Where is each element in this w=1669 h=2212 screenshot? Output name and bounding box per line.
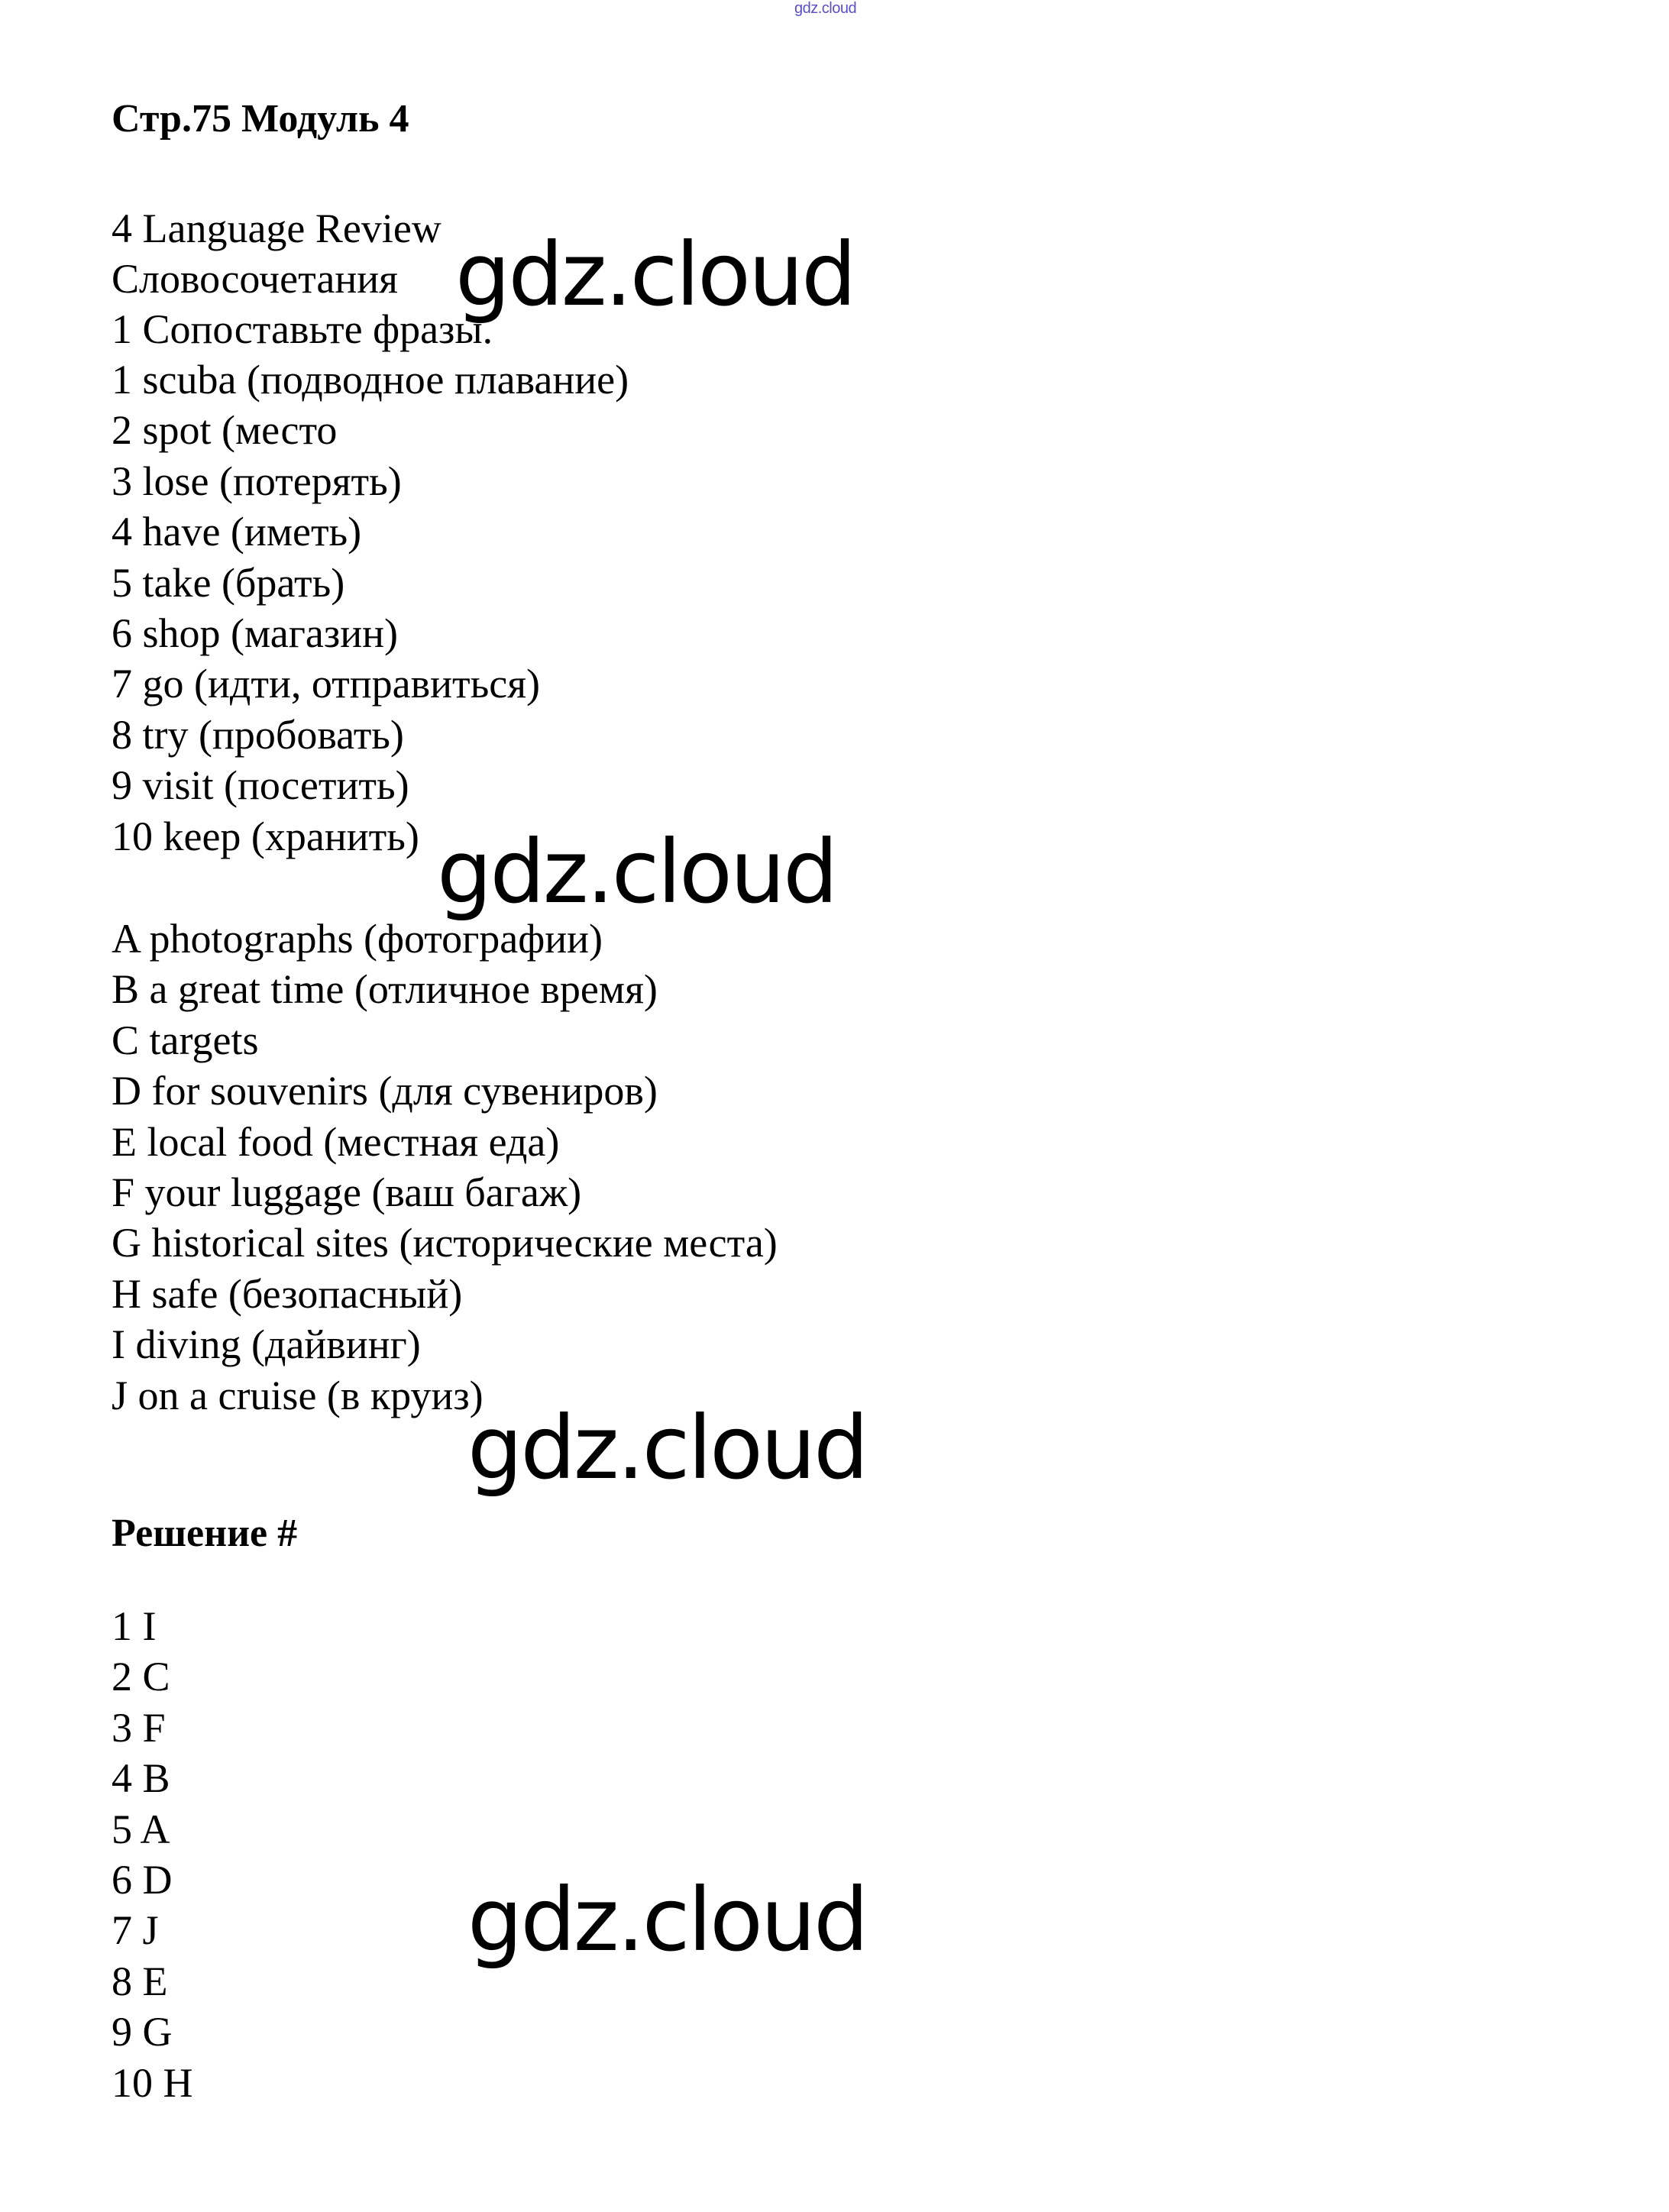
list-item: G historical sites (исторические места) [112,1220,778,1266]
lettered-list [112,914,778,1421]
list-item: F your luggage (ваш багаж) [112,1169,582,1215]
exercise-instruction: 1 Сопоставьте фразы. [112,306,493,352]
solution-heading: Решение # [112,1512,298,1555]
list-item: 5 take (брать) [112,559,345,606]
answer-item: 10 H [112,2059,193,2106]
answer-item: 2 C [112,1654,170,1700]
list-item: B a great time (отличное время) [112,966,658,1013]
numbered-list [112,354,629,862]
page-title: Стр.75 Модуль 4 [112,97,409,141]
list-item: 6 shop (магазин) [112,610,398,656]
top-watermark: gdz.cloud [794,0,857,17]
list-item: 9 visit (посетить) [112,762,409,809]
list-item: 1 scuba (подводное плавание) [112,357,629,403]
list-item: 8 try (пробовать) [112,711,404,758]
section-title: 4 Language Review [112,205,442,251]
answer-item: 1 I [112,1603,157,1649]
answer-item: 3 F [112,1704,166,1751]
answer-item: 6 D [112,1856,173,1903]
answer-item: 7 J [112,1907,159,1954]
watermark: gdz.cloud [467,1397,867,1499]
exercise-intro [112,203,493,354]
list-item: D for souvenirs (для сувениров) [112,1068,658,1114]
list-item: H safe (безопасный) [112,1270,463,1317]
watermark: gdz.cloud [437,821,836,923]
answers-list [112,1601,193,2108]
answer-item: 9 G [112,2009,173,2055]
list-item: A photographs (фотографии) [112,916,603,962]
list-item: 3 lose (потерять) [112,458,402,504]
watermark: gdz.cloud [455,224,855,325]
list-item: I diving (дайвинг) [112,1321,421,1368]
section-subtitle: Словосочетания [112,256,398,302]
answer-item: 8 E [112,1958,168,2004]
answer-item: 5 A [112,1806,170,1852]
list-item: 2 spot (место [112,407,338,454]
list-item: 4 have (иметь) [112,509,362,555]
list-item: E local food (местная еда) [112,1118,560,1165]
list-item: 10 keep (хранить) [112,813,419,859]
watermark: gdz.cloud [467,1869,867,1971]
list-item: C targets [112,1017,259,1063]
list-item: J on a cruise (в круиз) [112,1372,484,1418]
answer-item: 4 B [112,1755,170,1802]
list-item: 7 go (идти, отправиться) [112,661,541,707]
